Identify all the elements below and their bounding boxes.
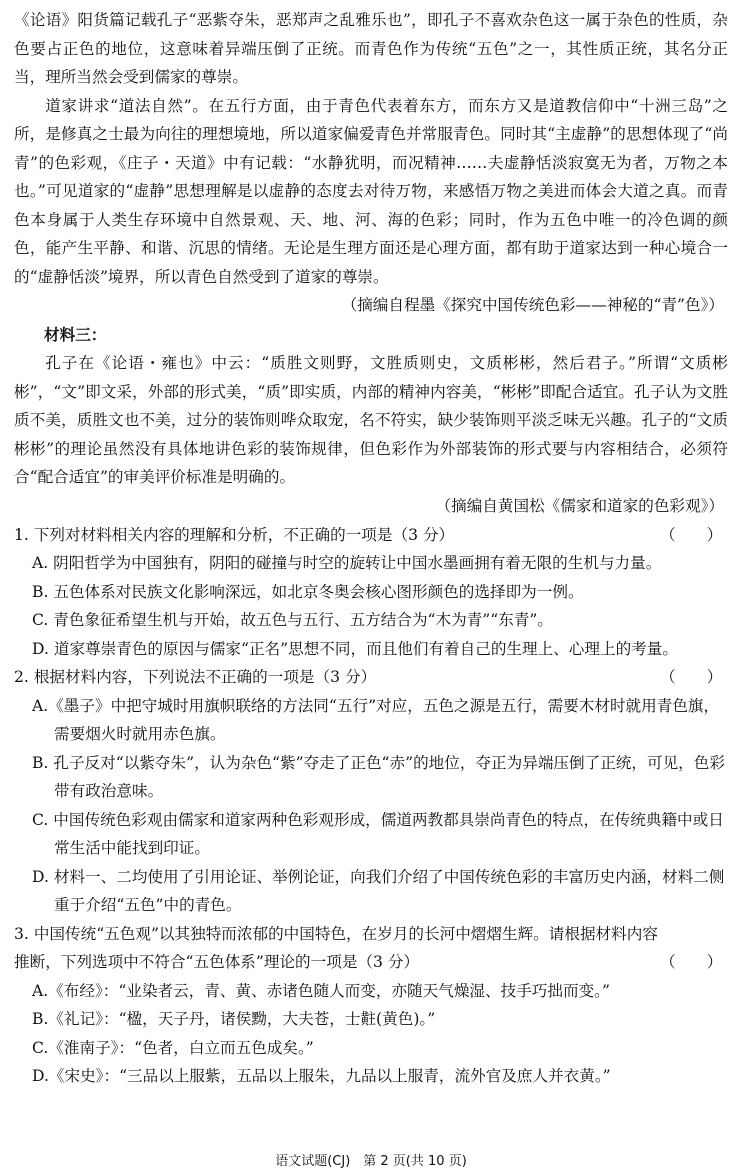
material-3-title: 材料三： — [44, 325, 107, 344]
question-2-option-a: A.《墨子》中把守城时用旗帜联络的方法同“五行”对应，五色之源是五行，需要木材时就用青色旗，需要烟火时就用赤色旗。 — [32, 696, 720, 743]
question-2-option-b: B. 孔子反对“以紫夺朱”，认为杂色“紫”夺走了正色“赤”的地位，夺正为异端压倒了正统，可见，色彩带有政治意味。 — [32, 753, 725, 800]
answer-blank-3[interactable]: （ ） — [660, 953, 723, 971]
question-1-option-a: A. 阴阳哲学为中国独有，阴阳的碰撞与时空的旋转让中国水墨画拥有着无限的生机与力量。 — [32, 554, 662, 572]
question-3 — [14, 920, 728, 1091]
question-3-option-b: B.《礼记》：“楹，天子丹，诸侯黝，大夫苍，士黈(黄色)。” — [32, 1010, 436, 1028]
paragraph-taoist-color: 道家讲求“道法自然”。在五行方面，由于青色代表着东方，而东方又是道教信仰中“十洲三岛”之所，是修真之士最为向往的理想境地，所以道家偏爱青色并常服青色。同时其“主虚静”的思想体现了“尚青”的色彩观，《庄子・天道》中有记载：“水静犹明，而况精神……夫虚静恬淡寂寞无为者，万物之本也。”可见道家的“虚静”思想理解是以虚静的态度去对待万物，来感悟万物之美进而体会大道之真。而青色本身属于人类生存环境中自然景观、天、地、河、海的色彩；同时，作为五色中唯一的冷色调的颜色，能产生平静、和谐、沉思的情绪。无论是生理方面还是心理方面，都有助于道家达到一种心境合一的“虚静恬淡”境界，所以青色自然受到了道家的尊崇。 — [14, 96, 728, 286]
answer-blank-2[interactable]: （ ） — [660, 668, 723, 686]
source-citation-1: （摘编自程墨《探究中国传统色彩——神秘的“青”色》） — [341, 296, 724, 314]
paragraph-confucian-color: 《论语》阳货篇记载孔子“恶紫夺朱，恶郑声之乱雅乐也”，即孔子不喜欢杂色这一属于杂色的性质，杂色要占正色的地位，这意味着异端压倒了正统。而青色作为传统“五色”之一，其性质正统，其名分正当，理所当然会受到儒家的尊崇。 — [14, 11, 728, 86]
question-3-stem: 3. 中国传统“五色观”以其独特而浓郁的中国特色，在岁月的长河中熠熠生辉。请根据材料内容推断，下列选项中不符合“五色体系”理论的一项是（3 分） — [14, 924, 658, 971]
answer-blank-1[interactable]: （ ） — [660, 525, 723, 544]
question-3-option-c: C.《淮南子》：“色者，白立而五色成矣。” — [32, 1038, 314, 1057]
question-3-option-d: D.《宋史》：“三品以上服紫，五品以上服朱，九品以上服青，流外官及庶人并衣黄。” — [32, 1067, 611, 1085]
question-1-option-c: C. 青色象征希望生机与开始，故五色与五行、五方结合为“木为青”“东青”。 — [32, 611, 553, 629]
question-2-stem: 2. 根据材料内容，下列说法不正确的一项是（3 分） — [14, 668, 377, 686]
question-2-option-c: C. 中国传统色彩观由儒家和道家两种色彩观形成，儒道两教都具崇尚青色的特点，在传统典籍中或日常生活中能找到印证。 — [32, 810, 724, 857]
source-citation-2: （摘编自黄国松《儒家和道家的色彩观》） — [435, 496, 724, 515]
question-1-option-b: B. 五色体系对民族文化影响深远，如北京冬奥会核心图形颜色的选择即为一例。 — [32, 582, 584, 601]
material-3-text: 孔子在《论语・雍也》中云：“质胜文则野，文胜质则史，文质彬彬，然后君子。”所谓“文质彬彬”，“文”即文采，外部的形式美，“质”即实质，内部的精神内容美，“彬彬”即配合适宜。孔子认为文胜质不美，质胜文也不美，过分的装饰则哗众取宠，名不符实，缺少装饰则平淡乏味无兴趣。孔子的“文质彬彬”的理论虽然没有具体地讲色彩的装饰规律，但色彩作为外部装饰的形式要与内容相结合，必须符合“配合适宜”的审美评价标准是明确的。 — [14, 354, 728, 486]
question-3-option-a: A.《布经》：“业染者云，青、黄、赤诸色随人而变，亦随天气燥湿、技手巧拙而变。” — [32, 981, 610, 1000]
page-footer: 语文试题(CJ) 第 2 页(共 10 页) — [275, 1154, 467, 1169]
question-2 — [14, 663, 728, 920]
question-1-stem: 1. 下列对材料相关内容的理解和分析，不正确的一项是（3 分） — [14, 525, 455, 544]
question-2-option-d: D. 材料一、二均使用了引用论证、举例论证，向我们介绍了中国传统色彩的丰富历史内涵，材料二侧重于介绍“五色”中的青色。 — [32, 867, 725, 914]
question-1 — [14, 521, 728, 664]
question-1-option-d: D. 道家尊崇青色的原因与儒家“正名”思想不同，而且他们有着自己的生理上、心理上的考量。 — [32, 639, 678, 658]
